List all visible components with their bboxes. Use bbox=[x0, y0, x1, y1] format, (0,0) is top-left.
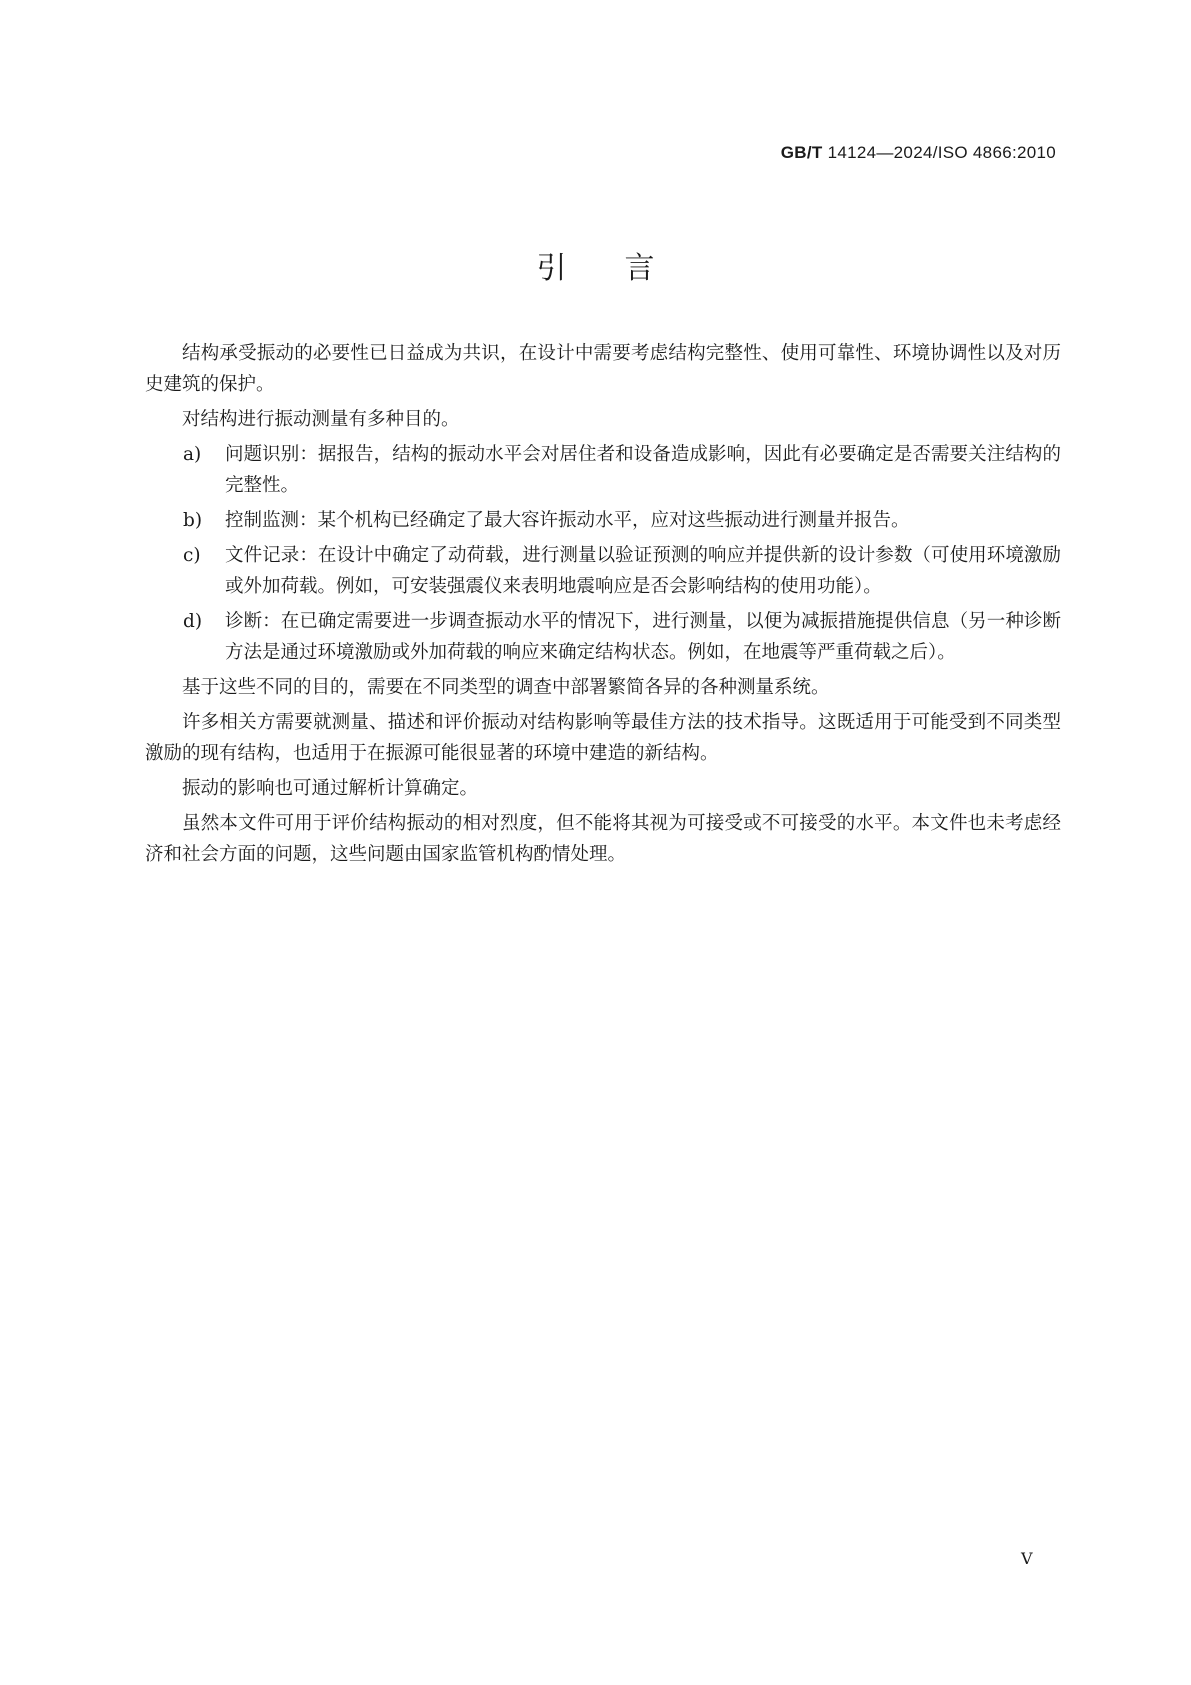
list-item bbox=[145, 439, 1061, 501]
page-title: 引言 bbox=[536, 251, 713, 286]
list-item-label: b) bbox=[183, 510, 203, 531]
paragraph: 许多相关方需要就测量、描述和评价振动对结构影响等最佳方法的技术指导。这既适用于可能受到不同类型激励的现有结构，也适用于在振源可能很显著的环境中建造的新结构。 bbox=[145, 712, 1061, 764]
list-item-label: d) bbox=[183, 611, 203, 632]
list-item-text: 控制监测：某个机构已经确定了最大容许振动水平，应对这些振动进行测量并报告。 bbox=[225, 510, 910, 531]
page-number: V bbox=[1021, 1549, 1033, 1568]
list-item-text: 问题识别：据报告，结构的振动水平会对居住者和设备造成影响，因此有必要确定是否需要关注结构的完整性。 bbox=[225, 444, 1061, 496]
standard-code: 14124—2024/ISO 4866:2010 bbox=[827, 143, 1056, 162]
list-item-text: 诊断：在已确定需要进一步调查振动水平的情况下，进行测量，以便为减振措施提供信息（另一种诊断方法是通过环境激励或外加荷载的响应来确定结构状态。例如，在地震等严重荷载之后）。 bbox=[225, 611, 1061, 663]
list-item bbox=[145, 540, 1061, 602]
paragraph: 虽然本文件可用于评价结构振动的相对烈度，但不能将其视为可接受或不可接受的水平。本文件也未考虑经济和社会方面的问题，这些问题由国家监管机构酌情处理。 bbox=[145, 813, 1061, 865]
paragraph: 对结构进行振动测量有多种目的。 bbox=[182, 409, 460, 430]
paragraph: 振动的影响也可通过解析计算确定。 bbox=[182, 778, 479, 799]
list-item-text: 文件记录：在设计中确定了动荷载，进行测量以验证预测的响应并提供新的设计参数（可使用环境激励或外加荷载。例如，可安装强震仪来表明地震响应是否会影响结构的使用功能）。 bbox=[225, 545, 1061, 597]
list-item-label: c) bbox=[183, 545, 201, 566]
list-item-label: a) bbox=[183, 444, 202, 465]
document-body bbox=[145, 338, 1061, 874]
list-item bbox=[145, 606, 1061, 668]
paragraph: 基于这些不同的目的，需要在不同类型的调查中部署繁简各异的各种测量系统。 bbox=[182, 677, 830, 698]
standard-prefix: GB/T bbox=[780, 143, 823, 162]
standard-number bbox=[781, 143, 1056, 163]
list-item bbox=[145, 505, 1061, 536]
paragraph: 结构承受振动的必要性已日益成为共识，在设计中需要考虑结构完整性、使用可靠性、环境协调性以及对历史建筑的保护。 bbox=[145, 343, 1061, 395]
